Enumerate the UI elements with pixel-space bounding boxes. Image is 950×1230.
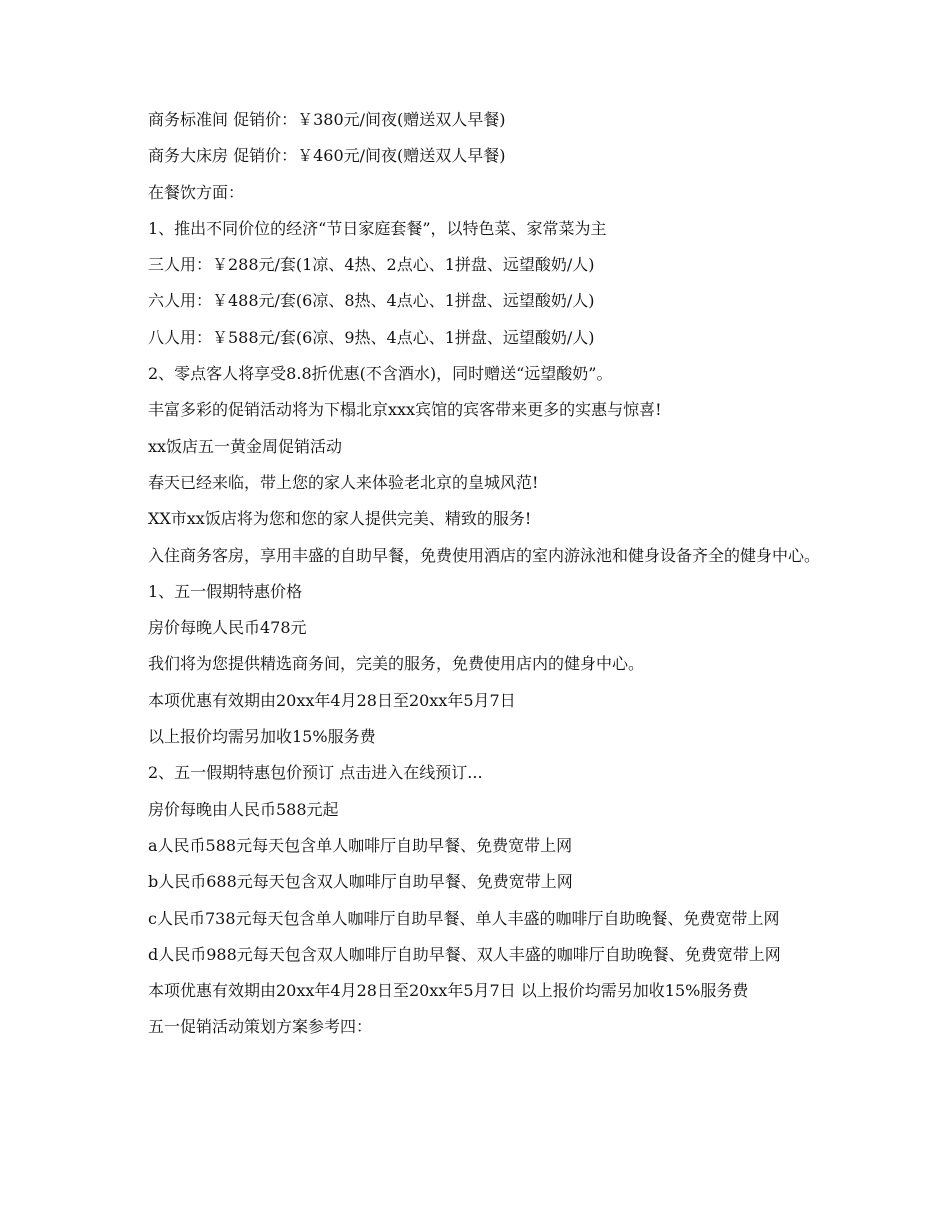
paragraph: c人民币738元每天包含单人咖啡厅自助早餐、单人丰盛的咖啡厅自助晚餐、免费宽带上网 — [148, 908, 780, 928]
document-body — [115, 108, 837, 1052]
paragraph: 1、五一假期特惠价格 — [148, 581, 303, 601]
paragraph: 房价每晚人民币478元 — [148, 618, 307, 638]
paragraph: 2、五一假期特惠包价预订 点击进入在线预订... — [148, 763, 483, 783]
paragraph: 六人用：￥488元/套(6凉、8热、4点心、1拼盘、远望酸奶/人) — [148, 291, 595, 311]
paragraph: 1、推出不同价位的经济“节日家庭套餐”，以特色菜、家常菜为主 — [148, 218, 607, 238]
paragraph: xx饭店五一黄金周促销活动 — [148, 436, 343, 456]
paragraph: a人民币588元每天包含单人咖啡厅自助早餐、免费宽带上网 — [148, 835, 573, 855]
paragraph: 我们将为您提供精选商务间，完美的服务，免费使用店内的健身中心。 — [148, 654, 645, 674]
paragraph: 春天已经来临，带上您的家人来体验老北京的皇城风范! — [148, 472, 539, 492]
paragraph: 在餐饮方面： — [148, 182, 245, 202]
paragraph: 以上报价均需另加收15%服务费 — [148, 727, 376, 747]
paragraph: 入住商务客房，享用丰盛的自助早餐，免费使用酒店的室内游泳池和健身设备齐全的健身中心。 — [148, 545, 821, 565]
paragraph: XX市xx饭店将为您和您的家人提供完美、精致的服务! — [148, 509, 532, 529]
paragraph: 五一促销活动策划方案参考四： — [148, 1017, 373, 1037]
paragraph: 本项优惠有效期由20xx年4月28日至20xx年5月7日 以上报价均需另加收15%服务费 — [148, 981, 749, 1001]
paragraph: 三人用：￥288元/套(1凉、4热、2点心、1拼盘、远望酸奶/人) — [148, 255, 595, 275]
paragraph: 商务标准间 促销价：￥380元/间夜(赠送双人早餐) — [148, 110, 506, 129]
paragraph: 八人用：￥588元/套(6凉、9热、4点心、1拼盘、远望酸奶/人) — [148, 327, 595, 347]
paragraph: 丰富多彩的促销活动将为下榻北京xxx宾馆的宾客带来更多的实惠与惊喜! — [148, 400, 662, 420]
paragraph: d人民币988元每天包含双人咖啡厅自助早餐、双人丰盛的咖啡厅自助晚餐、免费宽带上网 — [148, 944, 781, 964]
paragraph: 房价每晚由人民币588元起 — [148, 799, 339, 819]
paragraph: 商务大床房 促销价：￥460元/间夜(赠送双人早餐) — [148, 146, 506, 166]
paragraph: 本项优惠有效期由20xx年4月28日至20xx年5月7日 — [148, 690, 516, 710]
paragraph: 2、零点客人将享受8.8折优惠(不含酒水)，同时赠送“远望酸奶”。 — [148, 364, 613, 384]
paragraph: b人民币688元每天包含双人咖啡厅自助早餐、免费宽带上网 — [148, 872, 573, 892]
